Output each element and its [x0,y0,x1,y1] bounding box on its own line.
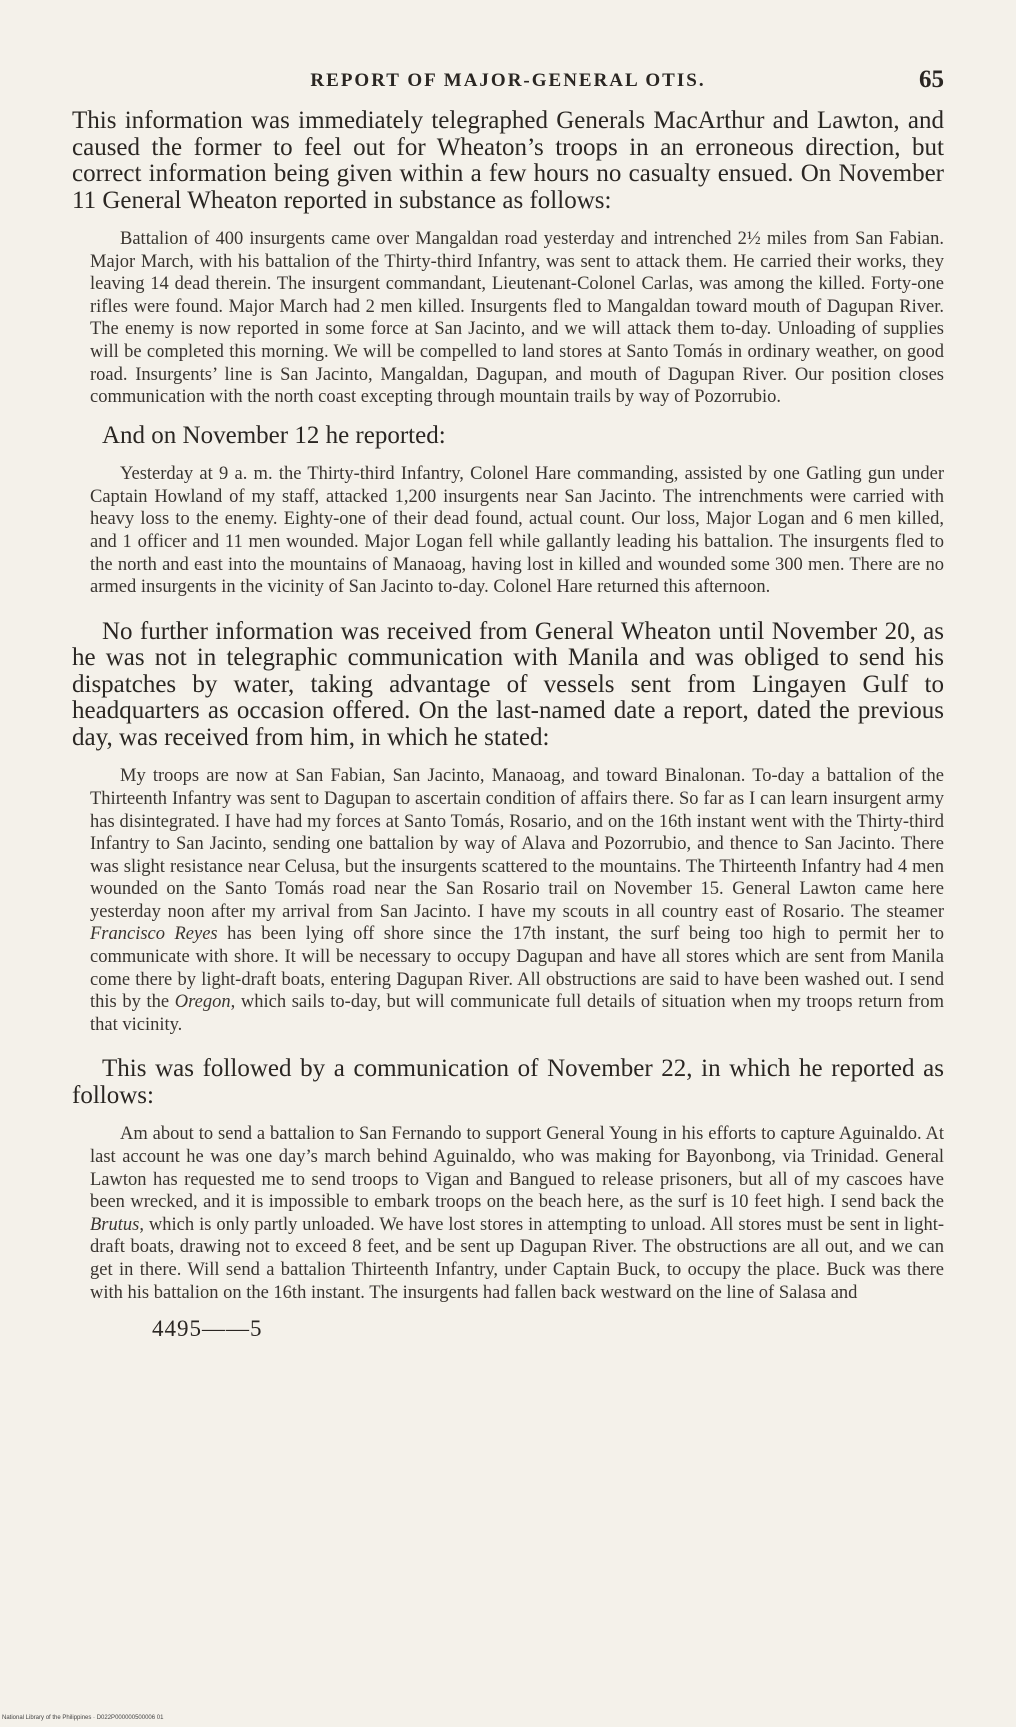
ship-name-brutus: Brutus [90,1214,140,1235]
paragraph-4: This was followed by a communication of November 22, in which he reported as follows: [72,1055,944,1109]
page-number: 65 [919,66,944,93]
quote-3 [72,765,944,1036]
page-header [72,60,944,100]
paragraph-2: And on November 12 he reported: [102,421,446,449]
quote-4 [72,1123,944,1304]
quote-3-part-c: , which sails to-day, but will communicate full details of situation when my troops return from that vicinity. [90,992,944,1035]
quote-4-part-a: Am about to send a battalion to San Fernando to support General Young in his efforts to capture Aguinaldo. At last account he was one day’s march behind Aguinaldo, who was making for Bayonbong, via Trinidad. General Lawton has requested me to send troops to Vigan and Bangued to release prisoners, but all of my cascoes have been wrecked, and it is impossible to embark troops on the beach here, as the surf is 10 feet high. I send back the [90,1124,944,1213]
ship-name-francisco-reyes: Francisco Reyes [90,924,218,945]
running-title: REPORT OF MAJOR-GENERAL OTIS. [310,70,706,91]
paragraph-3: No further information was received from General Wheaton until November 20, as he was not in telegraphic communication with Manila and was obliged to send his dispatches by water, taking advantage of vessels sent from Lingayen Gulf to headquarters as occasion offered. On the last-named date a report, dated the previous day, was received from him, in which he stated: [72,617,944,751]
quote-4-part-b: , which is only partly unloaded. We have lost stores in attempting to unload. All stores must be sent in light-draft boats, drawing not to exceed 8 feet, and be sent up Dagupan River. The obstructions are all out, and we can get in there. Will send a battalion Thirteenth Infantry, under Captain Buck, to occupy the place. Buck was there with his battalion on the 16th instant. The insurgents had fallen back westward on the line of Salasa and [90,1214,944,1303]
ship-name-oregon: Oregon [174,992,231,1013]
signature-mark: 4495——5 [152,1316,263,1342]
paragraph-1: This information was immediately telegraphed Generals MacArthur and Lawton, and caused the former to feel out for Wheaton’s troops in an erroneous direction, but correct information being given within a few hours no casualty ensued. On November 11 General Wheaton reported in substance as follows: [72,107,944,214]
document-page [72,60,944,1342]
quote-3-part-b: has been lying off shore since the 17th instant, the surf being too high to permit her to communicate with shore. It will be necessary to occupy Dagupan and have all stores which are sent from Manila come there by light-draft boats, entering Dagupan River. All obstructions are said to have been washed out. I send this by the [90,924,944,1013]
quote-1: Battalion of 400 insurgents came over Mangaldan road yesterday and intrenched 2½ miles from San Fabian. Major March, with his battalion of the Thirty-third Infantry, was sent to attack them. He carried their works, they leaving 14 dead therein. The insurgent commandant, Lieutenant-Colonel Carlas, was among the killed. Forty-one rifles were found. Major March had 2 men killed. Insurgents fled to Mangaldan toward mouth of Dagupan River. The enemy is now reported in some force at San Jacinto, and we will attack them to-day. Unloading of supplies will be completed this morning. We will be compelled to land stores at Santo Tomás in ordinary weather, on good road. Insurgents’ line is San Jacinto, Mangaldan, Dagupan, and mouth of Dagupan River. Our position closes communication with the north coast excepting through mountain trails by way of Pozorrubio. [90,229,944,408]
scan-footer-note: National Library of the Philippines · D022P000000500006 01 [2,1715,164,1721]
quote-3-part-a: My troops are now at San Fabian, San Jacinto, Manaoag, and toward Binalonan. To-day a battalion of the Thirteenth Infantry was sent to Dagupan to ascertain condition of affairs there. So far as I can learn insurgent army has disintegrated. I have had my forces at Santo Tomás, Rosario, and on the 16th instant went with the Thirty-third Infantry to San Jacinto, sending one battalion by way of Alava and Pozorrubio, and thence to San Jacinto. There was slight resistance near Celusa, but the insurgents scattered to the mountains. The Thirteenth Infantry had 4 men wounded on the Santo Tomás road near the San Rosario trail on November 15. General Lawton came here yesterday noon after my arrival from San Jacinto. I have my scouts in all country east of Rosario. The steamer [90,766,944,922]
quote-2: Yesterday at 9 a. m. the Thirty-third Infantry, Colonel Hare commanding, assisted by one Gatling gun under Captain Howland of my staff, attacked 1,200 insurgents near San Jacinto. The intrenchments were carried with heavy loss to the enemy. Eighty-one of their dead found, actual count. Our loss, Major Logan and 6 men killed, and 1 officer and 11 men wounded. Major Logan fell while gallantly leading his battalion. The insurgents fled to the north and east into the mountains of Manaoag, having lost in killed and wounded some 300 men. There are no armed insurgents in the vicinity of San Jacinto to-day. Colonel Hare returned this afternoon. [90,464,944,598]
